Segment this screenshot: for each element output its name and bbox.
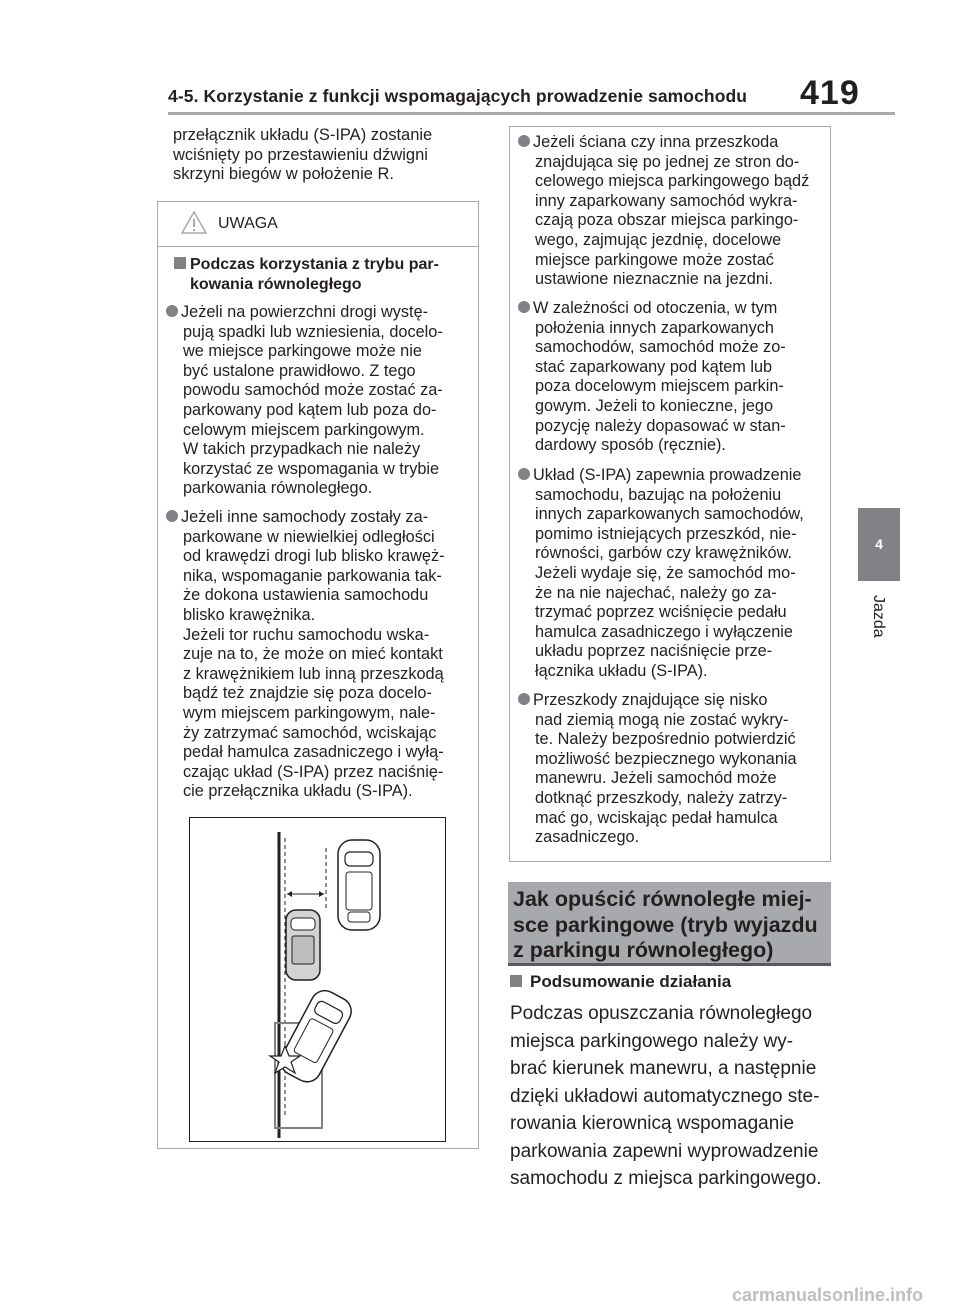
right-bullet bbox=[518, 133, 809, 290]
bullet-line: łącznika układu (S-IPA). bbox=[535, 661, 708, 680]
summary-line: brać kierunek manewru, a następnie bbox=[510, 1058, 817, 1079]
bullet-line: ży zatrzymać samochód, wciskając bbox=[183, 723, 437, 742]
bullet-line: być ustalone prawidłowo. Z tego bbox=[183, 361, 416, 380]
bullet-first-line bbox=[166, 508, 445, 528]
bullet-line: położenia innych zaparkowanych bbox=[535, 318, 774, 337]
bullet-first-line bbox=[518, 299, 786, 319]
parked-car-front bbox=[338, 840, 380, 930]
summary-line: miejsca parkingowego należy wy- bbox=[510, 1030, 794, 1052]
square-bullet-icon bbox=[174, 257, 186, 269]
bullet-line: gowym. Jeżeli to konieczne, jego bbox=[535, 396, 774, 415]
warning-title: UWAGA bbox=[218, 215, 278, 232]
bullet-line: możliwość bezpiecznego wykonania bbox=[535, 749, 797, 768]
bullet-first-line bbox=[518, 133, 809, 153]
summary-line: Podczas opuszczania równoległego bbox=[510, 1003, 813, 1024]
bullet-line: ustawione nieznacznie na jezdni. bbox=[535, 270, 774, 289]
bullet-first-line bbox=[518, 691, 797, 711]
warning-section-title: Podczas korzystania z trybu par- kowania równoległego bbox=[174, 255, 470, 295]
bullet-line: mać go, wciskając pedał hamulca bbox=[535, 808, 778, 827]
bullet-line: parkowania równoległego. bbox=[183, 479, 373, 498]
bullet-line: blisko krawężnika. bbox=[183, 605, 316, 624]
section-heading bbox=[508, 882, 831, 966]
summary-title: Podsumowanie działania bbox=[510, 972, 731, 992]
intro-line: wciśnięty po przestawieniu dźwigni bbox=[173, 145, 428, 164]
right-warning-box bbox=[509, 126, 831, 862]
bullet-line: z krawężnikiem lub inną przeszkodą bbox=[183, 664, 444, 683]
summary-line: dzięki układowi automatycznego ste- bbox=[510, 1085, 820, 1107]
bullet-line: Przeszkody znajdujące się nisko bbox=[533, 691, 768, 709]
right-bullet bbox=[518, 466, 804, 682]
round-bullet-icon bbox=[518, 301, 530, 313]
bullet-line: samochodu, bazując na położeniu bbox=[535, 485, 782, 504]
round-bullet-icon bbox=[166, 510, 178, 522]
bullet-line: wym miejscem parkingowym, nale- bbox=[183, 703, 436, 722]
bullet-line: czając układ (S-IPA) przez naciśnię- bbox=[183, 762, 444, 781]
bullet-line: innych zaparkowanych samochodów, bbox=[535, 505, 804, 524]
bullet-line: poza docelowym miejscem parkin- bbox=[535, 377, 784, 396]
square-bullet-icon bbox=[510, 975, 522, 987]
bullet-line: te. Należy bezpośrednio potwierdzić bbox=[535, 730, 796, 749]
bullet-line: dardowy sposób (ręcznie). bbox=[535, 436, 726, 455]
bullet-line: pomimo istniejących przeszkód, nie- bbox=[535, 524, 797, 543]
bullet-line: nad ziemią mogą nie zostać wykry- bbox=[535, 710, 789, 729]
summary-body bbox=[510, 1000, 832, 1193]
bullet-line: od krawędzi drogi lub blisko krawęż- bbox=[183, 547, 445, 566]
warning-bullet bbox=[166, 508, 445, 802]
bullet-line: Jeżeli ściana czy inna przeszkoda bbox=[533, 133, 779, 151]
bullet-line: parkowane w niewielkiej odległości bbox=[183, 527, 435, 546]
bullet-line: że dokona ustawienia samochodu bbox=[183, 586, 429, 605]
chapter-tab: 4 bbox=[858, 508, 900, 581]
bullet-line: dotknąć przeszkody, należy zatrzy- bbox=[535, 788, 788, 807]
warning-box bbox=[157, 201, 479, 1149]
bullet-line: W zależności od otoczenia, w tym bbox=[533, 299, 778, 317]
round-bullet-icon bbox=[518, 693, 530, 705]
bullet-line: we miejsce parkingowe może nie bbox=[183, 342, 422, 361]
running-header: 4-5. Korzystanie z funkcji wspomagających prowadzenie samochodu bbox=[168, 86, 748, 106]
bullet-line: samochodów, samochód może zo- bbox=[535, 338, 786, 357]
bullet-line: Układ (S-IPA) zapewnia prowadzenie bbox=[533, 466, 802, 484]
bullet-line: cie przełącznika układu (S-IPA). bbox=[183, 782, 413, 801]
bullet-line: Jeżeli wydaje się, że samochód mo- bbox=[535, 563, 796, 582]
bullet-line: parkowany pod kątem lub poza do- bbox=[183, 400, 437, 419]
summary-line: rowania kierownicą wspomaganie bbox=[510, 1113, 795, 1134]
bullet-line: Jeżeli tor ruchu samochodu wska- bbox=[183, 625, 430, 644]
bullet-line: nika, wspomaganie parkowania tak- bbox=[183, 566, 442, 585]
page-number: 419 bbox=[800, 74, 860, 112]
bullet-line: równości, garbów czy krawężników. bbox=[535, 544, 792, 563]
header-rule bbox=[168, 112, 895, 115]
bullet-line: manewru. Jeżeli samochód może bbox=[535, 769, 777, 788]
round-bullet-icon bbox=[518, 468, 530, 480]
round-bullet-icon bbox=[518, 135, 530, 147]
summary-line: parkowania zapewni wyprowadzenie bbox=[510, 1140, 819, 1162]
intro-line: skrzyni biegów w położenie R. bbox=[173, 165, 395, 183]
bullet-line: wego, zajmując jezdnię, docelowe bbox=[535, 230, 782, 249]
warning-bullet bbox=[166, 303, 443, 499]
warning-header bbox=[158, 202, 478, 247]
bullet-first-line bbox=[518, 466, 804, 486]
section-heading-line: sce parkingowe (tryb wyjazdu bbox=[513, 912, 818, 937]
right-bullet bbox=[518, 299, 786, 456]
bullet-line: inny zaparkowany samochód wykra- bbox=[535, 191, 798, 210]
round-bullet-icon bbox=[166, 305, 178, 317]
chapter-label: Jazda bbox=[870, 595, 887, 638]
bullet-line: pują spadki lub wzniesienia, docelo- bbox=[183, 322, 443, 341]
bullet-line: bądź też znajdzie się poza docelo- bbox=[183, 684, 432, 703]
bullet-line: że na nie najechać, należy go za- bbox=[535, 583, 777, 602]
bullet-line: czają poza obszar miejsca parkingo- bbox=[535, 211, 799, 230]
watermark: carmanualsonline.info bbox=[732, 1285, 924, 1305]
bullet-line: zuje na to, że może on mieć kontakt bbox=[183, 645, 443, 664]
bullet-line: powodu samochód może zostać za- bbox=[183, 381, 443, 400]
bullet-line: trzymać poprzez wciśnięcie pedału bbox=[535, 603, 787, 622]
bullet-line: miejsce parkingowe może zostać bbox=[535, 250, 774, 269]
parked-car-rear bbox=[286, 910, 320, 980]
bullet-line: pedał hamulca zasadniczego i wyłą- bbox=[183, 743, 444, 762]
bullet-line: zasadniczego. bbox=[535, 828, 640, 847]
bullet-line: Jeżeli na powierzchni drogi wystę- bbox=[181, 303, 429, 321]
bullet-line: znajdująca się po jednej ze stron do- bbox=[535, 152, 800, 171]
intro-line: przełącznik układu (S-IPA) zostanie bbox=[173, 126, 433, 144]
maneuvering-car bbox=[276, 986, 356, 1087]
bullet-line: W takich przypadkach nie należy bbox=[183, 440, 421, 459]
bullet-line: celowym miejscem parkingowym. bbox=[183, 420, 425, 439]
bullet-line: układu poprzez naciśnięcie prze- bbox=[535, 642, 773, 661]
bullet-line: Jeżeli inne samochody zostały za- bbox=[181, 508, 429, 526]
parking-diagram bbox=[190, 818, 445, 1141]
bullet-line: pozycję należy dopasować w stan- bbox=[535, 416, 786, 435]
bullet-line: korzystać ze wspomagania w trybie bbox=[183, 459, 440, 478]
parking-illustration bbox=[189, 817, 446, 1142]
summary-line: samochodu z miejsca parkingowego. bbox=[510, 1168, 822, 1189]
intro-text bbox=[173, 126, 473, 185]
bullet-line: stać zaparkowany pod kątem lub bbox=[535, 357, 773, 376]
section-heading-line: z parkingu równoległego) bbox=[513, 938, 774, 962]
bullet-first-line bbox=[166, 303, 443, 323]
bullet-line: celowego miejsca parkingowego bądź bbox=[535, 172, 810, 191]
warning-triangle-icon bbox=[181, 211, 207, 234]
right-bullet bbox=[518, 691, 797, 848]
bullet-line: hamulca zasadniczego i wyłączenie bbox=[535, 622, 793, 641]
section-heading-line: Jak opuścić równoległe miej- bbox=[513, 887, 812, 911]
